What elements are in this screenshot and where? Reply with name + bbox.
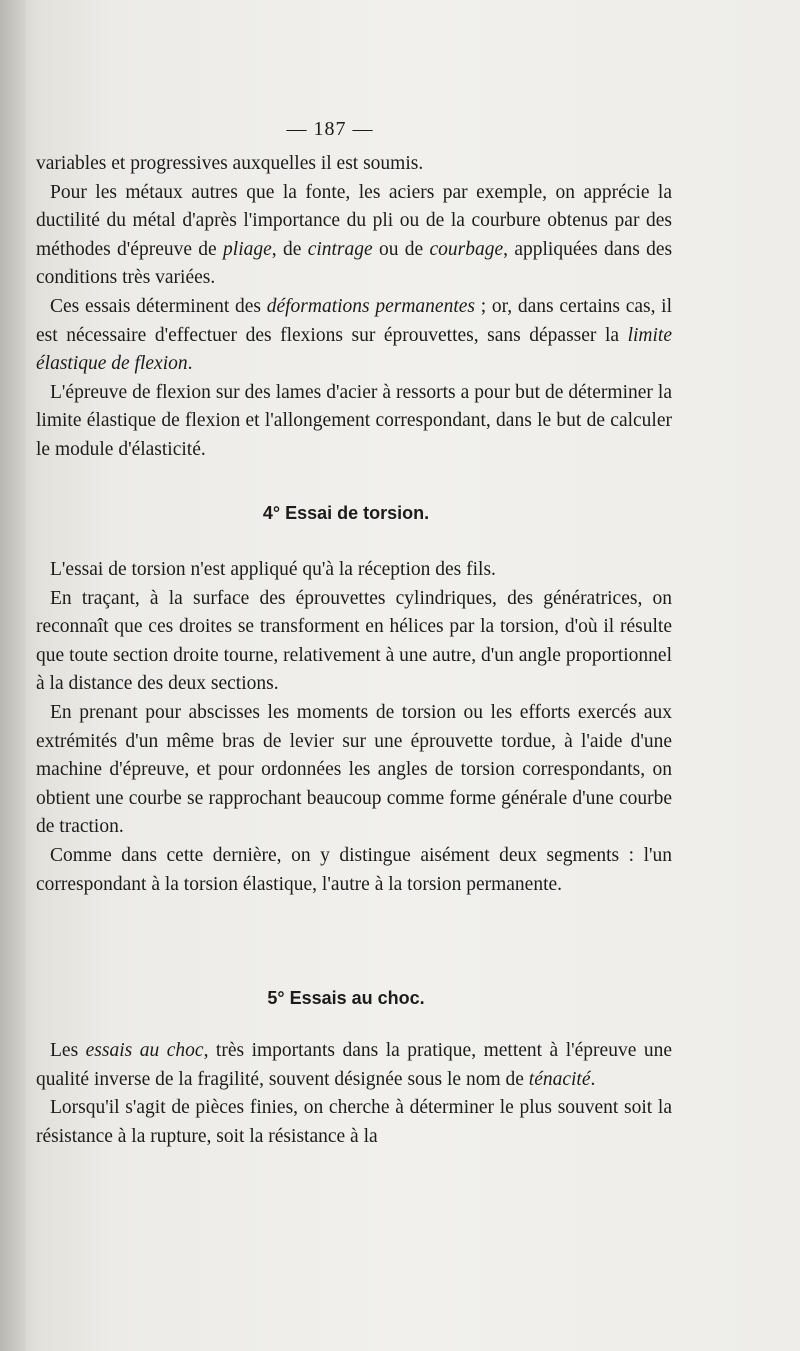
paragraph-ductility: Pour les métaux autres que la fonte, les aciers par exemple, on apprécie la ductilité du métal d'après l'importance du pli ou de la courbure obtenus par des méthodes d'épreuve de pliage, de cintrage ou de courbage, appliquées dans des conditions très variées. — [36, 181, 673, 289]
text-block-1 — [36, 150, 672, 465]
paragraph-torsion-intro: L'essai de torsion n'est appliqué qu'à la réception des fils. — [50, 559, 496, 580]
paragraph-finished-parts: Lorsqu'il s'agit de pièces finies, on cherche à déterminer le plus souvent soit la résistance à la rupture, soit la résistance à la — [36, 1097, 672, 1147]
text-block-shock — [36, 1037, 672, 1151]
paragraph-flexion-test: L'épreuve de flexion sur des lames d'acier à ressorts a pour but de déterminer la limite élastique de flexion et l'allongement correspondant, dans le but de calculer le module d'élasticité. — [36, 381, 672, 460]
paragraph-shock-tests: Les essais au choc, très importants dans la pratique, mettent à l'épreuve une qualité inverse de la fragilité, souvent désignée sous le nom de ténacité. — [36, 1040, 673, 1090]
section-heading-torsion: 4° Essai de torsion. — [262, 503, 430, 523]
paragraph-deformations: Ces essais déterminent des déformations permanentes ; or, dans certains cas, il est nécessaire d'effectuer des flexions sur éprouvettes, sans dépasser la limite élastique de flexion. — [36, 295, 673, 375]
paragraph-segments: Comme dans cette dernière, on y distingue aisément deux segments : l'un correspondant à la torsion élastique, l'autre à la torsion permanente. — [36, 844, 672, 895]
book-gutter — [0, 0, 26, 1351]
page-number: — 187 — — [286, 118, 374, 140]
paragraph-torsion-curve: En prenant pour abscisses les moments de torsion ou les efforts exercés aux extrémités d'un même bras de levier sur une éprouvette tordue, à l'aide d'une machine d'épreuve, et pour ordonnées les angles de torsion correspondants, on obtient une courbe se rapprochant beaucoup comme forme générale d'une courbe de traction. — [36, 701, 672, 838]
text-block-torsion — [36, 556, 672, 899]
paragraph-helices: En traçant, à la surface des éprouvettes cylindriques, des génératrices, on reconnaît que ces droites se transforment en hélices par la torsion, d'où il résulte que toute section droite tourne, relativement à une autre, d'un angle proportionnel à la distance des deux sections. — [36, 587, 672, 695]
paragraph-continuation: variables et progressives auxquelles il est soumis. — [36, 153, 424, 174]
section-heading-shock: 5° Essais au choc. — [267, 988, 425, 1008]
